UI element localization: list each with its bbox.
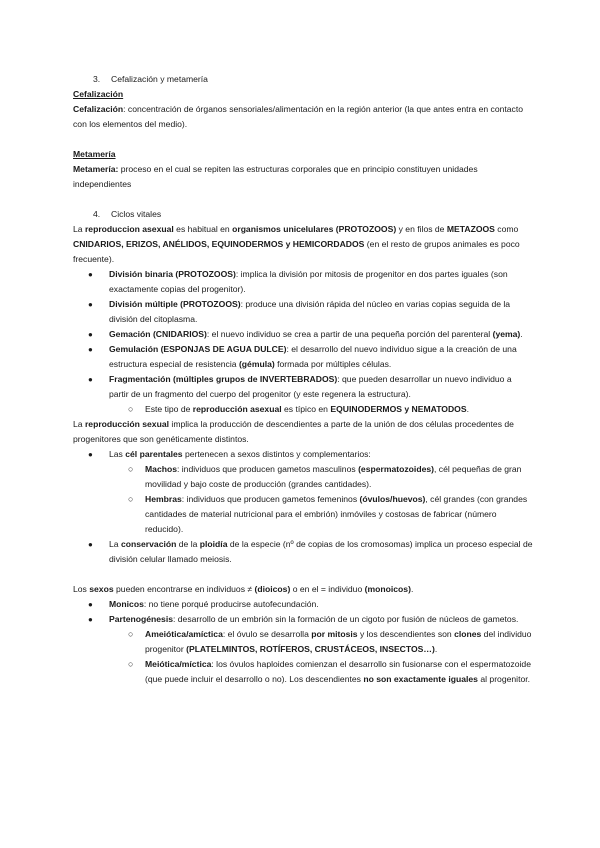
term: Metamería: [73, 164, 119, 174]
list-item [73, 267, 533, 297]
text: : individuos que producen gametos femeninos [181, 494, 360, 504]
text: es habitual en [173, 224, 233, 234]
text: formada por múltiples células. [274, 359, 392, 369]
text: (en el resto de grupos animales es poco frecuente). [73, 239, 520, 264]
text: de la [176, 539, 200, 549]
bold-text: conservación [120, 539, 177, 549]
definition: : concentración de órganos sensoriales/alimentación en la región anterior (la que antes entra en contacto con los elementos del medio). [73, 104, 524, 129]
text: : no tiene porqué producirse autofecundación. [143, 599, 319, 609]
text: o en el = individuo [290, 584, 365, 594]
bold-text: reproducción sexual [84, 419, 170, 429]
text: de la especie (nº de copias de los cromosomas) implica un proceso especial de división celular llamado meiosis. [109, 539, 533, 564]
term: Fragmentación (múltiples grupos de INVERTEBRADOS) [109, 374, 338, 384]
text: . [466, 404, 469, 414]
text: : el desarrollo del nuevo individuo sigue a la creación de una estructura especial de resistencia [109, 344, 517, 369]
text: y en filos de [396, 224, 447, 234]
text: La [73, 419, 85, 429]
bold-text: (PLATELMINTOS, ROTÍFEROS, CRUSTÁCEOS, INSECTOS…) [186, 644, 435, 654]
text: Este tipo de [145, 404, 193, 414]
sub-list-item [73, 462, 533, 492]
bold-text: reproducción asexual [192, 404, 282, 414]
definition: proceso en el cual se repiten las estructuras corporales que en principio constituyen unidades independientes [73, 164, 478, 189]
list-item [73, 342, 533, 372]
bold-text: CNIDARIOS, ERIZOS, ANÉLIDOS, EQUINODERMOS y HEMICORDADOS [73, 239, 365, 249]
bold-text: reproduccion asexual [84, 224, 174, 234]
asexual-list [73, 267, 533, 417]
sub-list-item [73, 627, 533, 657]
bold-text: ploidía [199, 539, 228, 549]
bold-text: EQUINODERMOS y NEMATODOS [330, 404, 467, 414]
bold-text: (monoicos) [364, 584, 411, 594]
text: La [109, 539, 121, 549]
term: Monicos [109, 599, 144, 609]
text: al progenitor. [477, 674, 531, 684]
sexual-intro [73, 417, 533, 447]
bold-text: organismos unicelulares (PROTOZOOS) [232, 224, 397, 234]
text: La [73, 224, 85, 234]
list-item [73, 537, 533, 567]
metameria-paragraph [73, 162, 533, 192]
text: : que pueden desarrollar un nuevo individuo a partir de un fragmento del cuerpo del progenitor (y este regenera la estructura). [109, 374, 512, 399]
term: (óvulos/huevos) [359, 494, 426, 504]
text: Las [109, 449, 126, 459]
text: . [434, 644, 438, 654]
list-item [73, 612, 533, 627]
bold-text: (dioicos) [254, 584, 291, 594]
term: (gémula) [238, 359, 275, 369]
bold-text: METAZOOS [446, 224, 495, 234]
list-item [73, 327, 533, 342]
term: Ameiótica/amíctica [145, 629, 223, 639]
text: : el óvulo se desarrolla [222, 629, 312, 639]
bold-text: sexos [89, 584, 114, 594]
list-item [73, 597, 533, 612]
list-item [73, 297, 533, 327]
term: Gemación (CNIDARIOS) [109, 329, 207, 339]
sexual-list [73, 447, 533, 567]
text: , cél grandes (con grandes cantidades de material nutricional para el embrión) inmóviles y costosas de fabricar (número reducido). [145, 494, 528, 534]
asexual-intro [73, 222, 533, 267]
text: : desarrollo de un embrión sin la formación de un cigoto por fusión de núcleos de gametos. [173, 614, 519, 624]
section-title: Ciclos vitales [111, 209, 162, 219]
section-title: Cefalización y metamería [111, 74, 208, 84]
sexos-list [73, 597, 533, 687]
bold-text: por mitosis [311, 629, 358, 639]
term: (espermatozoides) [358, 464, 434, 474]
term: Machos [145, 464, 177, 474]
term: Meiótica/míctica [145, 659, 212, 669]
text: como [494, 224, 519, 234]
sub-list-item [73, 657, 533, 687]
cefalizacion-heading: Cefalización [73, 89, 124, 99]
text: : individuos que producen gametos masculinos [177, 464, 359, 474]
term: División múltiple (PROTOZOOS) [109, 299, 241, 309]
document-content [73, 72, 533, 687]
bold-text: cél parentales [125, 449, 183, 459]
metameria-heading: Metamería [73, 149, 116, 159]
text: : los óvulos haploides comienzan el desarrollo sin fusionarse con el espermatozoide (que puede incluir el desarrollo o no). Los descendientes [145, 659, 531, 684]
text: , cél pequeñas de gran movilidad y bajo coste de producción (grandes cantidades). [145, 464, 522, 489]
text: : produce una división rápida del núcleo en varias copias seguida de la división del citoplasma. [109, 299, 511, 324]
section-4-heading [73, 207, 533, 222]
list-item [73, 447, 533, 462]
cefalizacion-paragraph [73, 102, 533, 132]
text: y los descendientes son [357, 629, 455, 639]
text: implica la producción de descendientes a parte de la unión de dos células procedentes de progenitores que son genéticamente distintos. [73, 419, 514, 444]
text: pertenecen a sexos distintos y complementarios: [182, 449, 371, 459]
term: Hembras [145, 494, 182, 504]
text: . [520, 329, 523, 339]
bold-text: clones [454, 629, 482, 639]
term: Gemulación (ESPONJAS DE AGUA DULCE) [109, 344, 287, 354]
section-3-heading [73, 72, 533, 87]
sub-list-item [73, 402, 533, 417]
section-number: 3. [93, 74, 101, 84]
sub-list-item [73, 492, 533, 537]
section-number: 4. [93, 209, 101, 219]
term: (yema) [492, 329, 521, 339]
text: : el nuevo individuo se crea a partir de una pequeña porción del parenteral [206, 329, 493, 339]
text: del individuo progenitor [145, 629, 532, 654]
text: . [410, 584, 414, 594]
term: División binaria (PROTOZOOS) [109, 269, 236, 279]
term: Partenogénesis [109, 614, 173, 624]
text: pueden encontrarse en individuos ≠ [113, 584, 255, 594]
term: Cefalización [73, 104, 124, 114]
text: es típico en [281, 404, 331, 414]
text: Los [73, 584, 90, 594]
text: : implica la división por mitosis de progenitor en dos partes iguales (son exactamente copias del progenitor). [109, 269, 508, 294]
list-item [73, 372, 533, 402]
sexos-paragraph [73, 582, 533, 597]
bold-text: no son exactamente iguales [363, 674, 478, 684]
